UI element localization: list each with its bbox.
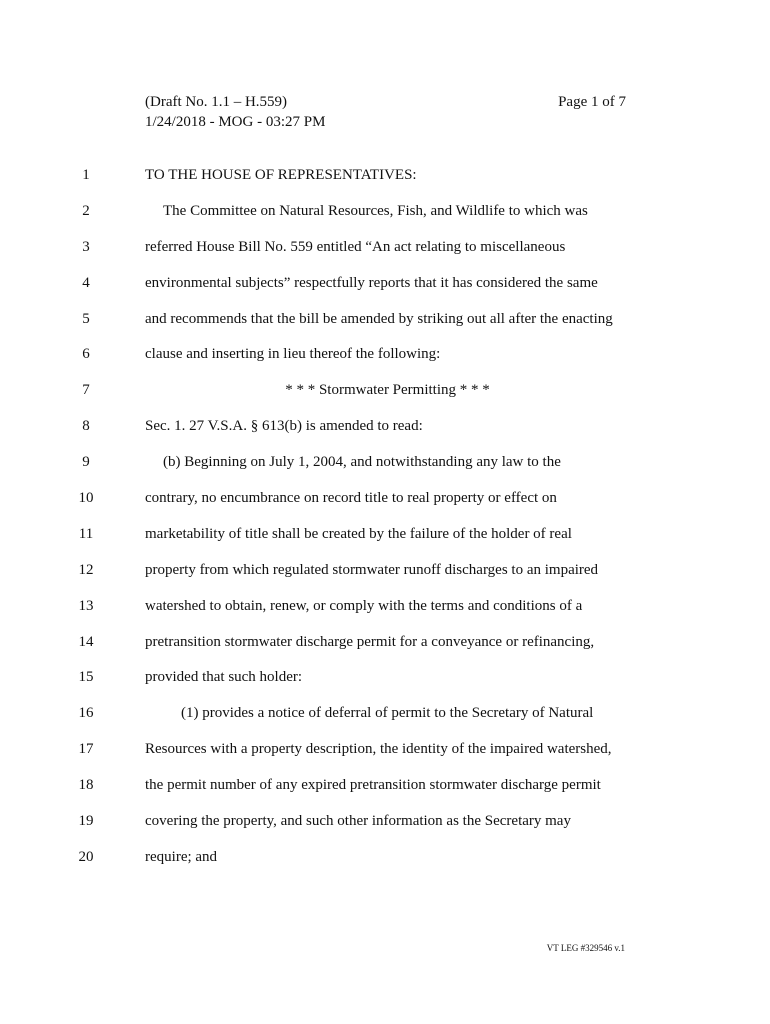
line-7 xyxy=(0,380,770,416)
line-text: contrary, no encumbrance on record title to real property or effect on xyxy=(145,490,557,507)
line-number: 16 xyxy=(78,705,94,722)
line-text: require; and xyxy=(145,848,218,865)
line-text: pretransition stormwater discharge permit for a conveyance or refinancing, xyxy=(145,633,595,650)
line-number: 1 xyxy=(82,167,90,183)
line-16 xyxy=(0,703,770,739)
line-text: marketability of title shall be created by the failure of the holder of real xyxy=(145,525,572,542)
line-number: 17 xyxy=(78,741,94,758)
line-number: 8 xyxy=(82,418,90,435)
line-number: 12 xyxy=(78,561,94,578)
document-id-footer: VT LEG #329546 v.1 xyxy=(546,943,625,953)
line-4 xyxy=(0,273,770,309)
line-text: provided that such holder: xyxy=(145,669,303,686)
line-number: 19 xyxy=(78,813,94,830)
line-text: and recommends that the bill be amended by striking out all after the enacting xyxy=(145,310,613,327)
line-number: 18 xyxy=(78,777,94,794)
numbered-lines xyxy=(0,165,770,883)
line-text: Resources with a property description, the identity of the impaired watershed, xyxy=(145,741,612,758)
line-number: 15 xyxy=(78,669,94,686)
line-2 xyxy=(0,201,770,237)
line-number: 10 xyxy=(78,490,94,507)
line-number: 11 xyxy=(78,525,94,542)
line-text: watershed to obtain, renew, or comply with the terms and conditions of a xyxy=(145,597,583,614)
line-19 xyxy=(0,811,770,847)
line-number: 6 xyxy=(82,346,90,363)
line-11 xyxy=(0,524,770,560)
line-14 xyxy=(0,632,770,668)
line-text: (1) provides a notice of deferral of permit to the Secretary of Natural xyxy=(181,705,594,722)
page-number: Page 1 of 7 xyxy=(558,94,626,110)
line-number: 5 xyxy=(82,310,90,327)
line-20 xyxy=(0,847,770,883)
line-text: The Committee on Natural Resources, Fish, and Wildlife to which was xyxy=(163,202,588,219)
line-text: the permit number of any expired pretransition stormwater discharge permit xyxy=(145,777,601,794)
line-text: environmental subjects” respectfully reports that it has considered the same xyxy=(145,274,598,291)
draft-label: (Draft No. 1.1 – H.559) xyxy=(145,94,288,110)
line-number: 3 xyxy=(82,238,90,255)
line-12 xyxy=(0,560,770,596)
line-18 xyxy=(0,775,770,811)
line-number: 13 xyxy=(78,597,94,614)
line-1 xyxy=(0,165,770,201)
line-number: 9 xyxy=(82,454,90,471)
line-15 xyxy=(0,667,770,703)
line-number: 2 xyxy=(82,202,90,219)
timestamp-label: 1/24/2018 - MOG - 03:27 PM xyxy=(145,114,326,130)
line-number: 4 xyxy=(82,274,90,291)
line-8 xyxy=(0,416,770,452)
line-text: referred House Bill No. 559 entitled “An act relating to miscellaneous xyxy=(145,238,566,255)
line-number: 20 xyxy=(78,848,94,865)
line-text: property from which regulated stormwater runoff discharges to an impaired xyxy=(145,561,599,578)
line-text: (b) Beginning on July 1, 2004, and notwithstanding any law to the xyxy=(163,454,561,471)
line-number: 14 xyxy=(78,633,94,650)
line-17 xyxy=(0,739,770,775)
document-header xyxy=(145,92,325,132)
line-text: Sec. 1. 27 V.S.A. § 613(b) is amended to read: xyxy=(145,418,423,435)
section-heading: * * * Stormwater Permitting * * * xyxy=(285,382,490,399)
line-text: TO THE HOUSE OF REPRESENTATIVES: xyxy=(145,167,417,183)
line-number: 7 xyxy=(82,382,90,399)
line-10 xyxy=(0,488,770,524)
line-6 xyxy=(0,344,770,380)
line-5 xyxy=(0,309,770,345)
line-9 xyxy=(0,452,770,488)
line-text: clause and inserting in lieu thereof the following: xyxy=(145,346,441,363)
line-3 xyxy=(0,237,770,273)
line-text: covering the property, and such other information as the Secretary may xyxy=(145,813,571,830)
line-13 xyxy=(0,596,770,632)
